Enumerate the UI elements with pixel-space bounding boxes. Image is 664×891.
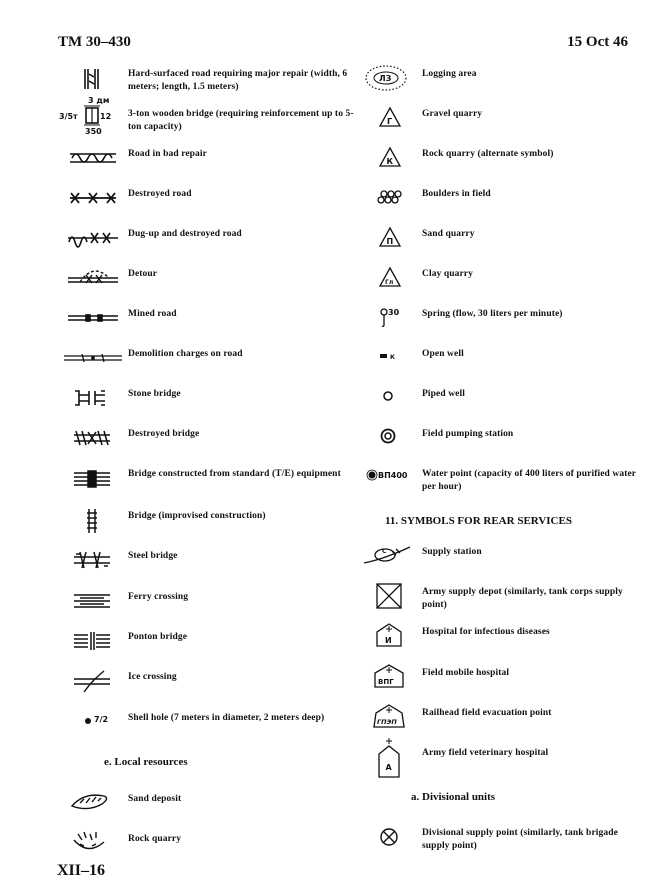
sand-quarry-icon <box>360 225 416 253</box>
field-mobile-hospital-icon <box>360 661 416 695</box>
wooden-bridge-icon <box>58 96 126 136</box>
supply-station-icon <box>360 543 416 571</box>
item-description: Stone bridge <box>128 389 181 399</box>
item-description: Railhead field evacuation point <box>422 708 552 718</box>
item-description: Army field veterinary hospital <box>422 748 549 758</box>
section-heading-divisional-units: a. Divisional units <box>411 791 496 803</box>
item-description: Bridge constructed from standard (T/E) equipment <box>128 469 341 479</box>
item-description: Steel bridge <box>128 551 178 561</box>
item-description: Destroyed road <box>128 189 192 199</box>
item-description: Army supply depot (similarly, tank corps supply point) <box>422 587 623 610</box>
item-description: Sand quarry <box>422 229 475 239</box>
army-supply-depot-icon <box>360 580 416 614</box>
item-description: Ice crossing <box>128 672 177 682</box>
item-description: Bridge (improvised construction) <box>128 511 266 521</box>
ferry-crossing-icon <box>58 588 126 616</box>
gravel-quarry-icon <box>360 105 416 133</box>
detour-icon <box>58 265 126 293</box>
stone-bridge-icon <box>58 385 126 413</box>
supply-station-label: С <box>382 548 387 555</box>
demolition-charges-icon <box>58 345 126 373</box>
item-description: Rock quarry <box>128 834 182 844</box>
item-description: Supply station <box>422 547 482 557</box>
ice-crossing-icon <box>58 668 126 696</box>
divisional-supply-icon <box>360 826 416 854</box>
railhead-label: ГПЭП <box>377 718 397 726</box>
item-description: Field mobile hospital <box>422 668 510 678</box>
item-description: Destroyed bridge <box>128 429 200 439</box>
open-well-label: К <box>390 354 395 361</box>
standard-bridge-icon <box>58 465 126 493</box>
sand-deposit-icon <box>58 790 126 818</box>
sand-quarry-label: П <box>386 237 394 246</box>
logging-area-label: ЛЗ <box>379 74 392 83</box>
document-header-date: 15 Oct 46 <box>567 34 628 50</box>
shell-hole-icon <box>58 709 126 737</box>
item-description: Divisional supply point (similarly, tank brigade supply point) <box>422 828 618 851</box>
page-number: XII–16 <box>57 862 106 879</box>
improvised-bridge-icon <box>58 507 126 535</box>
infectious-hospital-label: И <box>385 636 392 645</box>
boulders-icon <box>360 185 416 213</box>
destroyed-road-icon <box>58 185 126 213</box>
item-description: Piped well <box>422 389 465 399</box>
destroyed-bridge-icon <box>58 425 126 453</box>
road-major-repair-icon <box>58 65 126 93</box>
steel-bridge-icon <box>58 547 126 575</box>
railhead-evacuation-icon <box>360 701 416 735</box>
spring-flow-label: 30 <box>388 308 400 317</box>
item-description: Detour <box>128 269 158 279</box>
item-description: Ponton bridge <box>128 632 188 642</box>
clay-quarry-icon <box>360 265 416 293</box>
road-bad-repair-icon <box>58 145 126 173</box>
item-description: Mined road <box>128 309 177 319</box>
item-description: Shell hole (7 meters in diameter, 2 meters deep) <box>128 713 325 723</box>
ponton-bridge-icon <box>58 628 126 656</box>
open-well-icon <box>360 345 416 373</box>
item-description: Sand deposit <box>128 794 182 804</box>
item-description: 3-ton wooden bridge (requiring reinforcement up to 5-ton capacity) <box>128 109 354 132</box>
document-header-left: TM 30–430 <box>58 34 131 50</box>
section-heading-rear-services: 11. SYMBOLS FOR REAR SERVICES <box>385 515 572 527</box>
mined-road-icon <box>58 305 126 333</box>
item-description: Boulders in field <box>422 189 491 199</box>
rock-quarry-alt-icon <box>360 145 416 173</box>
bridge-height-label: 12 <box>100 112 112 121</box>
bridge-capacity-label: 3/5т <box>59 112 78 121</box>
piped-well-icon <box>360 385 416 413</box>
item-description: Gravel quarry <box>422 109 483 119</box>
item-description: Logging area <box>422 69 477 79</box>
item-description: Hospital for infectious diseases <box>422 627 550 637</box>
field-pumping-icon <box>360 425 416 453</box>
veterinary-hospital-icon <box>360 737 416 781</box>
bridge-width-label: 3 дм <box>88 96 110 105</box>
dugup-road-icon <box>58 225 126 253</box>
veterinary-label: А <box>385 763 392 772</box>
clay-quarry-label: Гл <box>385 279 394 286</box>
item-description: Spring (flow, 30 liters per minute) <box>422 309 563 319</box>
item-description: Road in bad repair <box>128 149 207 159</box>
item-description: Open well <box>422 349 464 359</box>
section-heading-local-resources: e. Local resources <box>104 756 188 768</box>
item-description: Water point (capacity of 400 liters of purified water per hour) <box>422 469 636 492</box>
item-description: Dug-up and destroyed road <box>128 229 242 239</box>
spring-icon <box>360 305 416 333</box>
logging-area-icon <box>360 62 416 96</box>
item-description: Ferry crossing <box>128 592 189 602</box>
infectious-hospital-icon <box>360 620 416 654</box>
gravel-quarry-label: Г <box>387 117 393 126</box>
item-description: Clay quarry <box>422 269 473 279</box>
item-description: Field pumping station <box>422 429 514 439</box>
water-point-label: ВП400 <box>378 471 408 480</box>
item-description: Demolition charges on road <box>128 349 243 359</box>
item-description: Hard-surfaced road requiring major repair (width, 6 meters; length, 1.5 meters) <box>128 69 348 92</box>
field-hospital-label: ВПГ <box>378 678 394 686</box>
water-point-icon <box>360 465 416 493</box>
bridge-length-label: 350 <box>85 127 102 136</box>
rock-quarry-label: К <box>386 157 394 166</box>
shell-hole-label: 7/2 <box>94 715 109 724</box>
item-description: Rock quarry (alternate symbol) <box>422 149 554 159</box>
rock-quarry-icon <box>58 830 126 858</box>
